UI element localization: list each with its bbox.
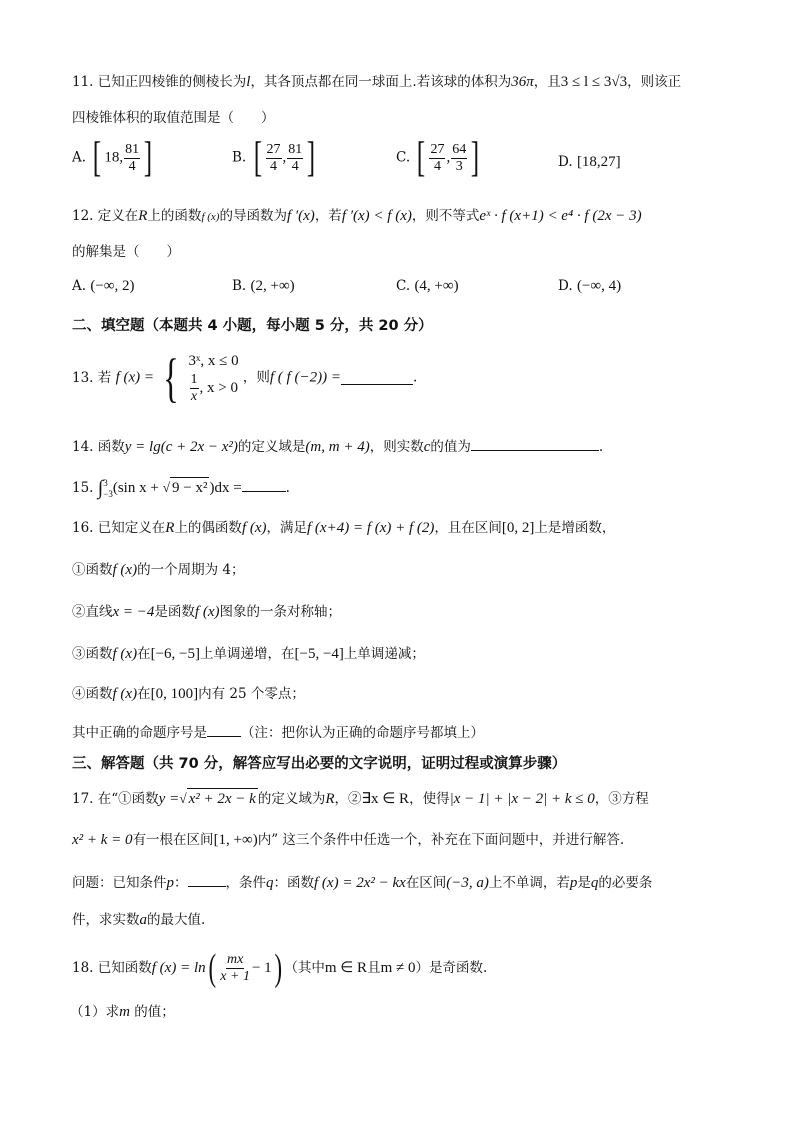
q12-line2: 的解集是（ ） — [72, 244, 180, 260]
q18-part-1: （1）求m 的值； — [70, 1004, 175, 1020]
q11-line1: 11. 已知正四棱锥的侧棱长为l，其各顶点都在同一球面上.若该球的体积为36π，且3 ≤ l ≤ 3√3，则该正 — [72, 74, 682, 90]
q15: 15. ∫ 3 −3 (sin x + √ 9 − x² )dx = . — [72, 477, 290, 499]
q11-option-d: D. [18,27] — [558, 154, 621, 170]
q13: 13. 若 f (x) = { 3ˣ, x ≤ 0 $\frac{1}{x}$ , x > 0 ，则f ( f (−2)) = . — [72, 347, 418, 408]
q16-answer: 其中正确的命题序号是 （注：把你认为正确的命题序号都填上） — [72, 722, 484, 743]
q11-line2: 四棱锥体积的取值范围是（ ） — [72, 110, 275, 126]
q12-option-c: C. (4, +∞) — [396, 278, 459, 294]
q17-line2: x² + k = 0有一根在区间[1, +∞)内” 这三个条件中任选一个，补充在下面问题中，并进行解答. — [72, 832, 625, 848]
q15-answer-blank[interactable] — [242, 477, 286, 492]
q11-option-c: C. [ $\frac{27}{4}$ , $\frac{64}{3}$ ] — [396, 135, 480, 181]
q17-line4: 件，求实数a的最大值. — [72, 912, 206, 928]
q12-option-b: B. (2, +∞) — [232, 278, 295, 294]
q14-answer-blank[interactable] — [471, 436, 599, 451]
q17-condition-blank[interactable] — [188, 872, 226, 887]
q16-line1: 16. 已知定义在R上的偶函数f (x)，满足f (x+4) = f (x) + f (2)，且在区间[0, 2]上是增函数， — [72, 520, 616, 536]
q12-option-d: D. (−∞, 4) — [558, 278, 622, 294]
q16-statement-1: ①函数f (x)的一个周期为 4； — [72, 562, 245, 578]
section-3-heading: 三、解答题（共 70 分，解答应写出必要的文字说明，证明过程或演算步骤） — [72, 756, 567, 772]
q12-option-a: A. (−∞, 2) — [72, 278, 135, 294]
q12-line1: 12. 定义在R上的函数f (x)的导函数为f ′(x)，若f ′(x) < f (x)，则不等式eˣ · f (x+1) < e⁴ · f (2x − 3) — [72, 208, 642, 224]
q17-line3: 问题：已知条件p： ，条件q：函数f (x) = 2x² − kx在区间(−3, a)上不单调，若p是q的必要条 — [72, 872, 652, 893]
q16-statement-2: ②直线x = −4是函数f (x)图象的一条对称轴； — [72, 604, 341, 620]
q11-option-b: B. [ $\frac{27}{4}$ , $\frac{81}{4}$ ] — [232, 135, 316, 181]
q16-statement-3: ③函数f (x)在[−6, −5]上单调递增，在[−5, −4]上单调递减； — [72, 646, 425, 662]
q14: 14. 函数y = lg(c + 2x − x²)的定义域是(m, m + 4)，则实数c的值为 . — [72, 436, 603, 457]
q11-option-a: A. [ 18, $\frac{81}{4}$ ] — [72, 135, 153, 181]
q17-line1: 17. 在“①函数y =√ x² + 2x − k 的定义域为R，②∃x ∈ R，使得|x − 1| + |x − 2| + k ≤ 0，③方程 — [72, 788, 649, 809]
section-2-heading: 二、填空题（本题共 4 小题，每小题 5 分，共 20 分） — [72, 318, 433, 334]
q13-answer-blank[interactable] — [341, 370, 413, 385]
q16-statement-4: ④函数f (x)在[0, 100]内有 25 个零点； — [72, 686, 305, 702]
q18-line1: 18. 已知函数f (x) = ln( $\frac{mx}{x + 1}$ − 1) （其中m ∈ R且m ≠ 0）是奇函数. — [72, 947, 488, 989]
q16-answer-blank[interactable] — [207, 722, 241, 737]
